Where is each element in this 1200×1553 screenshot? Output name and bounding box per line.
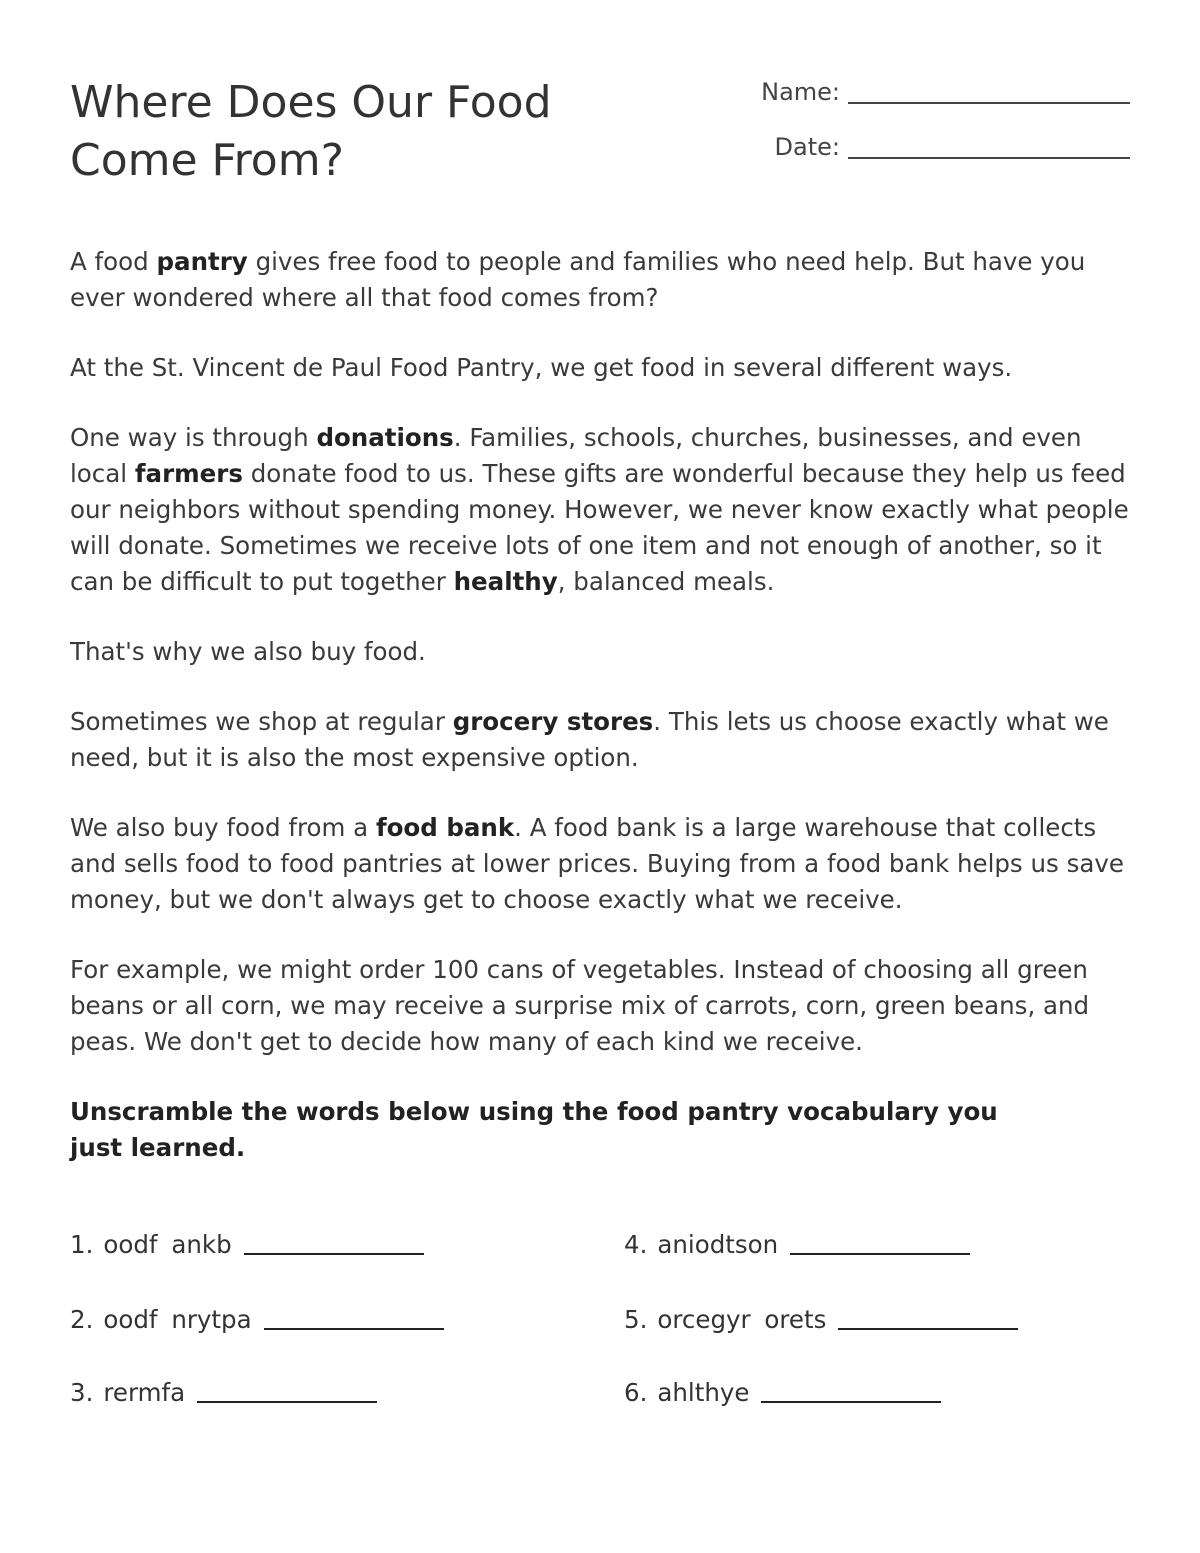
name-input-line[interactable] — [848, 101, 1130, 104]
question-4 — [624, 1230, 970, 1259]
page-title: Where Does Our Food Come From? — [70, 77, 552, 186]
question-number: 4. — [624, 1230, 648, 1259]
text-run: That's why we also buy food. — [70, 637, 426, 666]
answer-line[interactable] — [790, 1252, 970, 1255]
vocab-term: farmers — [134, 459, 243, 488]
vocab-term: donations — [316, 423, 454, 452]
question-number: 5. — [624, 1305, 648, 1334]
question-number: 1. — [70, 1230, 94, 1259]
question-5 — [624, 1305, 1018, 1334]
text-run: . This lets us choose exactly what we need, but it is also the most expensive option. — [70, 707, 1109, 772]
date-input-line[interactable] — [848, 156, 1130, 159]
text-run: A food — [70, 247, 157, 276]
vocab-term: pantry — [156, 247, 248, 276]
text-run: gives free food to people and families who need help. But have you ever wondered where all that food comes from? — [70, 247, 1086, 312]
paragraph-6 — [70, 810, 1135, 918]
scrambled-word: rermfa — [103, 1378, 186, 1407]
scrambled-word: oodf nrytpa — [103, 1305, 252, 1334]
text-run: For example, we might order 100 cans of vegetables. Instead of choosing all green beans or all corn, we may receive a surprise mix of carrots, corn, green beans, and peas. We don't get to decide how many of each kind we receive. — [70, 955, 1090, 1056]
question-1 — [70, 1230, 424, 1259]
text-run: donate food to us. These gifts are wonderful because they help us feed our neighbors without spending money. However, we never know exactly what people will donate. Sometimes we receive lots of one item and not enough of another, so it can be difficult to put together — [70, 459, 1129, 596]
scrambled-word: oodf ankb — [103, 1230, 232, 1259]
answer-line[interactable] — [838, 1327, 1018, 1330]
worksheet-body — [70, 244, 1135, 1166]
scrambled-word: aniodtson — [657, 1230, 779, 1259]
date-label: Date: — [774, 133, 840, 161]
answer-line[interactable] — [264, 1327, 444, 1330]
question-number: 6. — [624, 1378, 648, 1407]
reading-passage — [70, 244, 1135, 1060]
question-number: 2. — [70, 1305, 94, 1334]
question-6 — [624, 1378, 941, 1407]
text-run: . Families, schools, churches, businesses, and even local — [70, 423, 1082, 488]
date-field — [730, 133, 1130, 161]
scrambled-word: ahlthye — [657, 1378, 750, 1407]
paragraph-2 — [70, 350, 1135, 386]
vocab-term: grocery stores — [452, 707, 654, 736]
vocab-term: food bank — [375, 813, 515, 842]
text-run: One way is through — [70, 423, 317, 452]
question-3 — [70, 1378, 377, 1407]
text-run: At the St. Vincent de Paul Food Pantry, we get food in several different ways. — [70, 353, 1013, 382]
text-run: , balanced meals. — [557, 567, 775, 596]
paragraph-3 — [70, 420, 1135, 600]
answer-line[interactable] — [761, 1400, 941, 1403]
question-number: 3. — [70, 1378, 94, 1407]
vocab-term: healthy — [453, 567, 558, 596]
paragraph-4 — [70, 634, 1135, 670]
instructions: Unscramble the words below using the food pantry vocabulary you just learned. — [70, 1097, 998, 1162]
answer-line[interactable] — [244, 1252, 424, 1255]
text-run: Sometimes we shop at regular — [70, 707, 453, 736]
text-run: We also buy food from a — [70, 813, 376, 842]
text-run: . A food bank is a large warehouse that collects and sells food to food pantries at lower prices. Buying from a food bank helps us save money, but we don't always get to choose exactly what we receive. — [70, 813, 1124, 914]
paragraph-1 — [70, 244, 1135, 316]
name-label: Name: — [761, 78, 840, 106]
paragraph-5 — [70, 704, 1135, 776]
name-field — [730, 78, 1130, 106]
answer-line[interactable] — [197, 1400, 377, 1403]
scrambled-word: orcegyr orets — [657, 1305, 827, 1334]
paragraph-7 — [70, 952, 1135, 1060]
question-2 — [70, 1305, 444, 1334]
